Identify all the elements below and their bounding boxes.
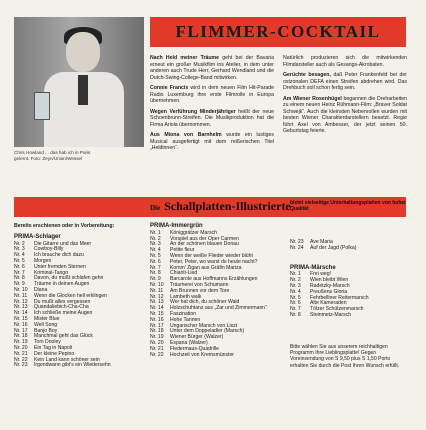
page-title: FLIMMER-COCKTAIL: [175, 22, 381, 41]
item-title: Träumerei von Schumann: [170, 281, 229, 288]
item-number: Nr. 18: [150, 328, 164, 335]
article-paragraph: [150, 109, 274, 129]
item-title: Steinmetz-Marsch: [310, 311, 352, 318]
item-number: Nr. 23: [14, 362, 28, 369]
item-number: Nr. 8: [290, 311, 301, 318]
article-text: wird in dem neuen Film Hit-Parade Radio Luxemburg ihre erste Filmrolle in Europa übernehmen.: [150, 85, 274, 104]
item-number: Nr. 3: [150, 241, 161, 248]
item-number: Nr. 11: [14, 292, 28, 299]
item-title: Am Brunnen vor dem Tore: [170, 287, 230, 294]
item-title: Unter dem Doppeladler (Marsch): [170, 328, 245, 335]
order-note: Bitte wählen Sie aus unserem reichhaltigen Programm Ihre Lieblingsplatte! Gegen Voreinsendung von S 9,50 plus S 1,50 Porto erhalten Sie durch die Post Ihren Wunsch erfüllt.: [290, 344, 400, 369]
item-title: An der schönen blauen Donau: [170, 241, 239, 248]
item-number: Nr. 15: [150, 310, 164, 317]
item-title: Wer hat dich, du schöner Wald: [170, 299, 240, 306]
item-number: Nr. 14: [150, 305, 164, 312]
item-title: Hohe Tannen: [170, 316, 201, 323]
list-item: [150, 353, 282, 359]
item-number: Nr. 10: [14, 286, 28, 293]
item-title: Quandaliebich-Cha-Cha: [34, 304, 89, 311]
item-title: Barcarole aus Hoffmanns Erzählungen: [170, 276, 258, 283]
item-title: Alte Kameraden: [310, 300, 347, 307]
item-number: Nr. 1: [150, 229, 161, 236]
item-number: Nr. 12: [150, 293, 164, 300]
article-text: heißt der neue Schoenbrunn-Streifen. Die Musikproduktion hat die Firma Ariola übernommen.: [150, 108, 274, 128]
item-title: Ave Maria: [310, 239, 333, 245]
item-title: Die Gitarre und das Meer: [34, 240, 92, 247]
item-title: Hochzeit von Kremsmünster: [170, 351, 234, 358]
item-title: Holzschuhtanz aus „Zar und Zimmermann“: [170, 305, 267, 312]
item-title: Der kleine Pepino: [34, 350, 75, 357]
title-banner: [150, 17, 406, 47]
item-title: Wiener Bürger (Walzer): [170, 334, 224, 341]
item-title: Espana (Walzer): [170, 339, 208, 346]
item-title: Lambeth walk: [170, 293, 202, 300]
article-lead: Connie Francis: [150, 85, 189, 91]
band-subtitle: bietet vielseitige Unterhaltungsplatten von hoher Qualität: [290, 200, 407, 212]
article-lead: Gerüchte besagen,: [283, 72, 331, 78]
photo-caption: Chris Howland ... das hab ich in Paris gelernt. Foto: Zeyn/Union/Wessel: [14, 150, 91, 161]
item-title: Preußens Gloria: [310, 288, 348, 295]
item-number: Nr. 9: [150, 276, 161, 283]
item-title: Wenn die Glocken hell erklingen: [34, 292, 107, 299]
item-number: Nr. 2: [14, 240, 25, 247]
article-lead: Aus Miona von Barnhelm: [150, 132, 222, 138]
item-title: Fehrbelliner Reitermarsch: [310, 294, 369, 301]
item-title: Radetzky-Marsch: [310, 282, 350, 289]
item-number: Nr. 6: [290, 300, 301, 307]
article-text: wurde ein lustiges Musical ausgefertigt mit dem reißerischen Titel „Heldinnen“.: [150, 132, 274, 151]
item-title: Irgendwann gibt's ein Wiedersehn: [34, 362, 111, 369]
article-text: geht bei der Bavaria erneut ein großer Musikfilm ins Atelier, in dem unter anderen auch Trude Herr, Gerhard Wendland und die Dutch-Swing-College-Band mitwirken.: [150, 55, 274, 81]
item-number: Nr. 22: [14, 356, 28, 363]
item-title: Tölzer Schützenmarsch: [310, 306, 364, 313]
item-title: Morgen: [34, 257, 52, 264]
list-item: [290, 313, 408, 319]
article-text: daß Peter Frankenfeld bei der ostzonalen DEFA einen Streifen abdrehen wird. Das Drehbuch soll schon fertig sein.: [283, 72, 407, 91]
item-number: Nr. 20: [150, 339, 164, 346]
item-number: Nr. 1: [290, 271, 301, 278]
item-title: Mister Blue: [34, 315, 60, 322]
item-number: Nr. 19: [150, 334, 164, 341]
item-number: Nr. 16: [14, 321, 28, 328]
item-number: Nr. 22: [150, 351, 164, 358]
item-number: Nr. 4: [14, 252, 25, 259]
item-number: Nr. 14: [14, 310, 28, 317]
item-title: Frei weg!: [310, 271, 331, 278]
item-title: Kriminal-Tango: [34, 269, 68, 276]
item-title: Kein Land kann schöner sein: [34, 356, 100, 363]
item-title: Chianti-Lied: [170, 270, 198, 277]
actor-photo: [14, 17, 144, 147]
item-number: Nr. 5: [150, 252, 161, 259]
article-column-1: [150, 55, 274, 156]
item-number: Nr. 5: [14, 257, 25, 264]
item-number: Nr. 23: [290, 239, 304, 245]
item-number: Nr. 7: [150, 264, 161, 271]
article-text: begannen die Dreharbeiten zu einem neuen Heinz Rühmann-Film: „Braver Soldat Schwejk“. Auch die kleinsten Nebenrollen wurden mit besten Wiener Charakterdarstellern besetzt. Regie führt Axel von Ambesser, der jetzt seinen 50. Geburtstag feierte.: [283, 95, 407, 134]
item-number: Nr. 6: [150, 258, 161, 265]
article-paragraph: [150, 132, 274, 152]
item-title: Davon, du mußt schlafen gehn: [34, 275, 104, 282]
item-number: Nr. 7: [290, 306, 301, 313]
item-number: Nr. 19: [14, 339, 28, 346]
article-lead: Wegen Verführung Minderjähriger: [150, 108, 236, 115]
band-title: Die Schallplatten-Illustrierte: [150, 199, 291, 213]
item-title: Vorspiel aus der Oper Carmen: [170, 235, 239, 242]
item-title: Petite fleur: [170, 247, 195, 254]
article-paragraph: [283, 55, 407, 68]
article-paragraph: [283, 72, 407, 92]
item-number: Nr. 16: [150, 316, 164, 323]
item-title: Manchmal geht das Glück: [34, 333, 93, 340]
item-number: Nr. 7: [14, 269, 25, 276]
article-text: Natürlich produzieren sich die mitwirkenden Filmdarsteller auch als Gesangs-Akrobaten.: [283, 55, 407, 68]
item-title: Träume in deinen Augen: [34, 281, 90, 288]
item-number: Nr. 2: [150, 235, 161, 242]
item-title: Du mußt alles vergessen: [34, 298, 91, 305]
item-number: Nr. 21: [14, 350, 28, 357]
item-title: Fledermaus-Quadrille: [170, 345, 219, 352]
item-title: Wenn der weiße Flieder wieder blüht: [170, 252, 253, 259]
item-number: Nr. 3: [14, 246, 25, 253]
item-number: Nr. 24: [290, 244, 304, 251]
article-paragraph: [150, 85, 274, 105]
item-number: Nr. 20: [14, 344, 28, 351]
item-number: Nr. 3: [290, 282, 301, 289]
maersche-list: Nr. 23 Ave Maria Nr. 24 Auf der Jagd (Polka) PRIMA-Märsche Nr. 1 Frei weg! Nr. 2 Wien bleibt Wien Nr. 3 Radetzky-Marsch Nr. 4 Preußens Gloria Nr. 5 Fehrbelliner Reitermarsch Nr. 6 Alte Kameraden Nr. 7 Tölzer Schützenmarsch Nr. 8 Steinmetz-Marsch: [290, 240, 408, 319]
item-title: Faszination: [170, 310, 197, 317]
item-number: Nr. 13: [14, 304, 28, 311]
item-title: Komm' Zigan aus Gräfin Mariza: [170, 264, 242, 271]
item-title: Well Song: [34, 321, 58, 328]
item-number: Nr. 6: [14, 263, 25, 270]
article-lead: Am Wiener Rosenhügel: [283, 95, 342, 102]
item-title: Cowboy-Billy: [34, 246, 64, 253]
article-paragraph: [283, 96, 407, 135]
item-number: Nr. 17: [14, 327, 28, 334]
item-number: Nr. 18: [14, 333, 28, 340]
item-number: Nr. 13: [150, 299, 164, 306]
item-number: Nr. 15: [14, 315, 28, 322]
item-title: Peter, Peter, wo warst du heute nacht?: [170, 258, 258, 265]
item-number: Nr. 8: [14, 275, 25, 282]
item-number: Nr. 21: [150, 345, 164, 352]
item-number: Nr. 9: [14, 281, 25, 288]
item-title: Ein Tag in Napoli: [34, 344, 73, 351]
item-number: Nr. 12: [14, 298, 28, 305]
item-number: Nr. 10: [150, 281, 164, 288]
list-item: [14, 363, 144, 369]
article-paragraph: [150, 55, 274, 81]
item-title: Ungarischer Marsch von Liszt: [170, 322, 238, 329]
item-number: Nr. 5: [290, 294, 301, 301]
item-title: Wien bleibt Wien: [310, 277, 349, 284]
item-number: Nr. 8: [150, 270, 161, 277]
item-number: Nr. 2: [290, 277, 301, 284]
article-lead: Nach Held meiner Träume: [150, 55, 220, 61]
item-number: Nr. 4: [290, 288, 301, 295]
list-item: [290, 246, 408, 252]
item-number: Nr. 11: [150, 287, 164, 294]
item-title: Banjo Boy: [34, 327, 58, 334]
item-title: Tom Dooley: [34, 339, 61, 346]
item-title: Auf der Jagd (Polka): [310, 244, 357, 251]
item-title: Ich schließe meine Augen: [34, 310, 93, 317]
item-title: Diana: [34, 286, 48, 293]
item-title: Königgrätzer Marsch: [170, 229, 217, 236]
item-title: Ich brauche dich dazu: [34, 252, 84, 259]
schlager-list: Bereits erschienen oder in Vorbereitung: PRIMA-Schlager Nr. 2 Die Gitarre und das Meer Nr. 3 Cowboy-Billy Nr. 4 Ich brauche dich dazu Nr. 5 Morgen Nr. 6 Unter fremden Sternen Nr. 7 Kriminal-Tango Nr. 8 Davon, du mußt schlafen gehn Nr. 9 Träume in deinen Augen Nr. 10 Diana Nr. 11 Wenn die Glocken hell erklingen Nr. 12 Du mußt alles vergessen Nr. 13 Quandaliebich-Cha-Cha Nr. 14 Ich schließe meine Augen Nr. 15 Mister Blue Nr. 16 Well Song Nr. 17 Banjo Boy Nr. 18 Manchmal geht das Glück Nr. 19 Tom Dooley Nr. 20 Ein Tag in Napoli Nr. 21 Der kleine Pepino Nr. 22 Kein Land kann schöner sein Nr. 23 Irgendwann gibt's ein Wiedersehn: [14, 224, 144, 369]
immergruen-list: PRIMA-Immergrün Nr. 1 Königgrätzer Marsch Nr. 2 Vorspiel aus der Oper Carmen Nr. 3 An der schönen blauen Donau Nr. 4 Petite fleur Nr. 5 Wenn der weiße Flieder wieder blüht Nr. 6 Peter, Peter, wo warst du heute nacht? Nr. 7 Komm' Zigan aus Gräfin Mariza Nr. 8 Chianti-Lied Nr. 9 Barcarole aus Hoffmanns Erzählungen Nr. 10 Träumerei von Schumann Nr. 11 Am Brunnen vor dem Tore Nr. 12 Lambeth walk Nr. 13 Wer hat dich, du schöner Wald Nr. 14 Holzschuhtanz aus „Zar und Zimmermann“ Nr. 15 Faszination Nr. 16 Hohe Tannen Nr. 17 Ungarischer Marsch von Liszt Nr. 18 Unter dem Doppeladler (Marsch) Nr. 19 Wiener Bürger (Walzer) Nr. 20 Espana (Walzer) Nr. 21 Fledermaus-Quadrille Nr. 22 Hochzeit von Kremsmünster: [150, 224, 282, 358]
item-number: Nr. 17: [150, 322, 164, 329]
article-column-2: [283, 55, 407, 139]
item-title: Unter fremden Sternen: [34, 263, 86, 270]
item-number: Nr. 4: [150, 247, 161, 254]
